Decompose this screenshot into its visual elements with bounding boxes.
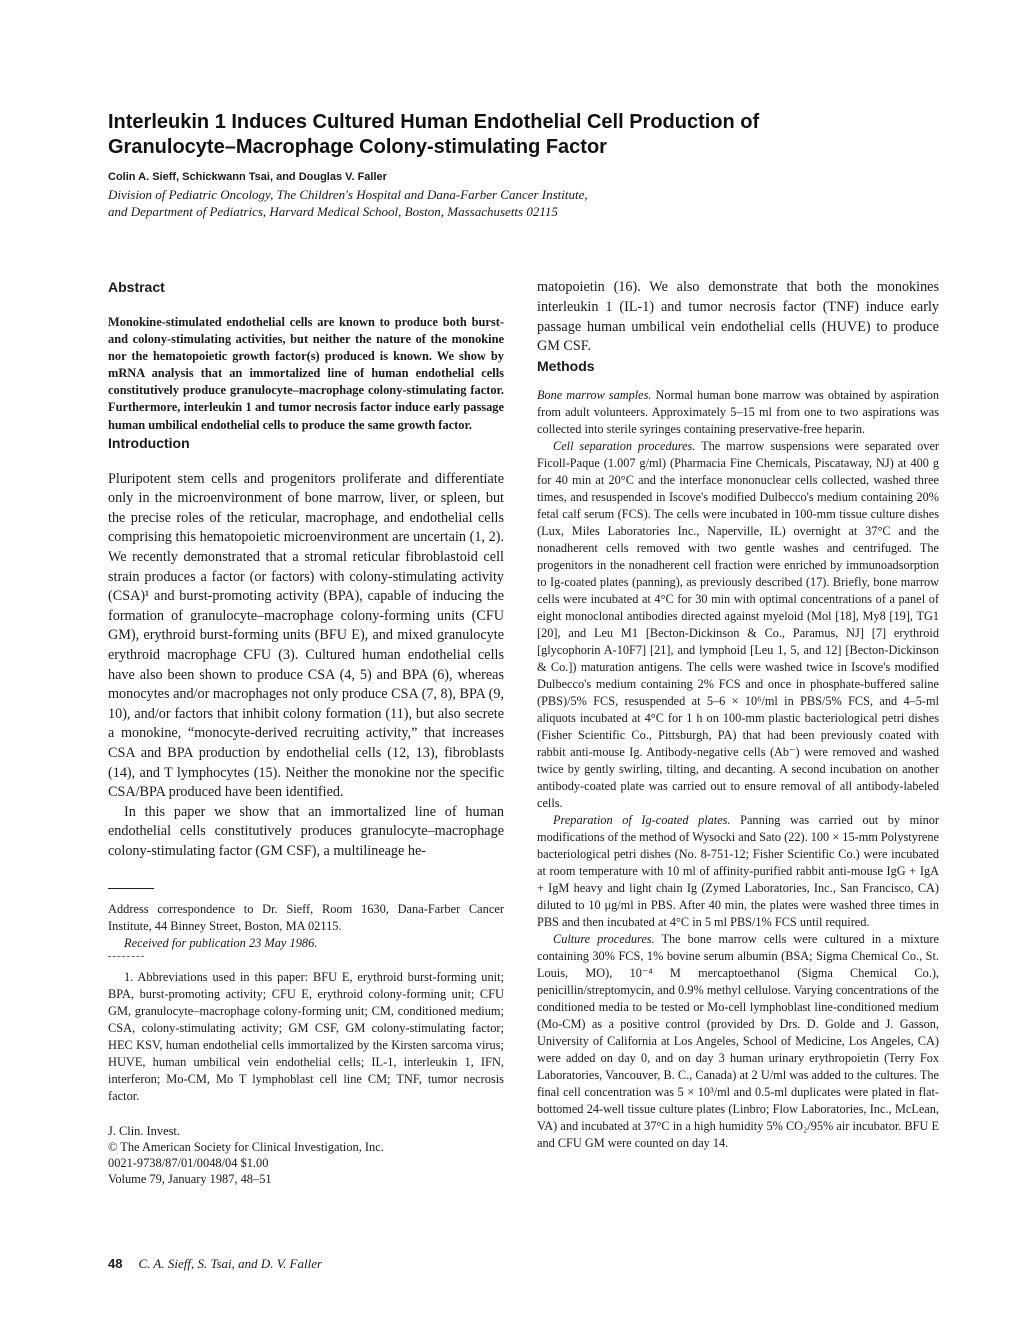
subsection-title: Culture procedures. (553, 932, 655, 947)
methods-body (537, 387, 939, 1152)
introduction-paragraph-2: In this paper we show that an immortalized line of human endothelial cells constitutively produces granulocyte–macrophage colony-stimulating factor (GM CSF), a multilineage he- (108, 803, 504, 859)
volume-line: Volume 79, January 1987, 48–51 (108, 1172, 272, 1187)
journal-name: J. Clin. Invest. (108, 1123, 180, 1138)
correspondence-address: Address correspondence to Dr. Sieff, Room 1630, Dana-Farber Cancer Institute, 44 Binney Street, Boston, MA 02115. (108, 901, 504, 933)
page-number: 48 (108, 1256, 123, 1271)
issn-line: 0021-9738/87/01/0048/04 $1.00 (108, 1155, 269, 1170)
affiliation-line-1: Division of Pediatric Oncology, The Children's Hospital and Dana-Farber Cancer Institute, (108, 187, 588, 202)
subsection-title: Cell separation procedures. (553, 439, 696, 454)
paragraph-text: The marrow suspensions were separated over Ficoll-Paque (1.007 g/ml) (Pharmacia Fine Chemicals, Piscataway, NJ) at 400 g for 40 min at 20°C and the interface mononuclear cells collected, washed three times, and resuspended in Iscove's modified Dulbecco's medium containing 20% fetal calf serum (FCS). The cells were incubated in 100-mm tissue culture dishes (Lux, Miles Laboratories Inc., Naperville, IL) overnight at 37°C and the nonadherent cells removed with two gentle washes and centrifuged. The progenitors in the nonadherent cell fraction were enriched by immunoadsorption to Ig-coated plates (panning), as previously described (17). Briefly, bone marrow cells were incubated at 4°C for 30 min with optimal concentrations of a panel of eight monoclonal antibodies directed against myeloid (Mol [18], My8 [19], TG1 [20], and Leu M1 [Becton-Dickinson & Co., Paramus, NJ] [7] erythroid [glycophorin A-10F7] [21], and lymphoid [Leu 1, 5, and 12] [Becton-Dickinson & Co.]) maturation antigens. The cells were washed twice in Iscove's modified Dulbecco's medium containing 2% FCS and once in phosphate-buffered saline (PBS)/5% FCS, resuspended at 5–6 × 10⁶/ml in PBS/5% FCS, and 4–5-ml aliquots incubated at 4°C for 1 h on 100-mm plastic bacteriological petri dishes (Fisher Scientific Co., Pittsburgh, PA) that had been previously coated with rabbit anti-mouse Ig. Antibody-negative cells (Ab⁻) were removed and washed twice by gently swirling, tilting, and decanting. A second incubation on another antibody-coated plate was carried out to ensure removal of all antibody-labeled cells. (537, 439, 939, 811)
paragraph-text: Normal human bone marrow was obtained by aspiration from adult volunteers. Approximately 5–15 ml from one to two aspirations was collected into sterile syringes containing preservative-free heparin. (537, 388, 939, 437)
methods-paragraph (537, 387, 939, 438)
abstract-heading: Abstract (108, 279, 165, 295)
methods-heading: Methods (537, 358, 595, 375)
paragraph-text: The bone marrow cells were cultured in a mixture containing 30% FCS, 1% bovine serum albumin (BSA; Sigma Chemical Co., St. Louis, MO), 10⁻⁴ M mercaptoethanol (Sigma Chemical Co.), penicillin/streptomycin, and 0.9% methyl cellulose. Varying concentrations of the conditioned media to be tested or Mo-cell lymphoblast line-conditioned medium (Mo-CM) as a positive control (provided by Drs. D. Golde and J. Gasson, University of California at Los Angeles, School of Medicine, Los Angeles, CA) were added on day 0, and on day 3 human urinary erythropoietin (Terry Fox Laboratories, Vancouver, B. C., Canada) at 2 U/ml was added to the cultures. The final cell concentration was 5 × 10³/ml and 0.5-ml duplicates were plated in flat-bottomed 24-well tissue culture plates (Linbro; Flow Laboratories, Inc., McLean, VA) and incubated at 37°C in a high humidity 5% CO₂/95% air incubator. BFU E and CFU GM were counted on day 14. (537, 932, 939, 1151)
article-title: Interleukin 1 Induces Cultured Human Endothelial Cell Production of Granulocyte–Macrophage Colony-stimulating Factor (108, 111, 760, 158)
introduction-heading: Introduction (108, 434, 190, 451)
left-column (108, 278, 504, 1187)
abstract-body: Monokine-stimulated endothelial cells are known to produce both burst- and colony-stimulating activities, but neither the nature of the monokine nor the hematopoietic growth factor(s) produced is known. We show by mRNA analysis that an immortalized line of human endothelial cells constitutively produce granulocyte–macrophage colony-stimulating factor. Furthermore, interleukin 1 and tumor necrosis factor induce early passage human umbilical endothelial cells to produce the same growth factor. (108, 315, 504, 432)
journal-info (108, 1123, 504, 1188)
methods-paragraph (537, 812, 939, 931)
affiliation-line-2: and Department of Pediatrics, Harvard Medical School, Boston, Massachusetts 02115 (108, 204, 558, 219)
page-footer (108, 1256, 322, 1272)
subsection-title: Preparation of Ig-coated plates. (553, 813, 731, 828)
running-authors: C. A. Sieff, S. Tsai, and D. V. Faller (138, 1256, 323, 1271)
methods-paragraph (537, 931, 939, 1152)
footnote-divider-dashed (108, 956, 144, 957)
received-date: Received for publication 23 May 1986. (124, 935, 318, 950)
copyright-line: © The American Society for Clinical Investigation, Inc. (108, 1139, 384, 1154)
introduction-paragraph-1: Pluripotent stem cells and progenitors proliferate and differentiate only in the microenvironment of bone marrow, liver, or spleen, but the precise roles of the reticular, macrophage, and endothelial cells comprising this hematopoietic microenvironment are uncertain (1, 2). We recently demonstrated that a stromal reticular fibroblastoid cell strain produces a factor (or factors) with colony-stimulating activity (CSA)¹ and burst-promoting activity (BPA), capable of inducing the formation of granulocyte–macrophage colony-forming units (CFU GM), erythroid burst-forming units (BFU E), and mixed granulocyte erythroid macrophage CFU (3). Cultured human endothelial cells have also been shown to produce CSA (4, 5) and BPA (6), whereas monocytes and/or macrophages not only produce CSA (7, 8), BPA (9, 10), and/or factors that inhibit colony formation (11), but also secrete a monokine, “monocyte-derived recruiting activity,” that increases CSA and BPA production by endothelial cells (12, 13), fibroblasts (14), and T lymphocytes (15). Neither the monokine nor the specific CSA/BPA produced have been identified. (108, 470, 504, 801)
right-column (537, 278, 939, 1152)
introduction-continued: matopoietin (16). We also demonstrate that both the monokines interleukin 1 (IL-1) and tumor necrosis factor (TNF) induce early passage human umbilical vein endothelial cells (HUVE) to produce GM CSF. (537, 279, 939, 355)
paragraph-text: Panning was carried out by minor modifications of the method of Wysocki and Sato (22). 100 × 15-mm Polystyrene bacteriological petri dishes (No. 8-751-12; Fisher Scientific Co.) were incubated at room temperature with 10 ml of affinity-purified rabbit anti-mouse IgG + IgA + IgM heavy and light chain Ig (Zymed Laboratories, Inc., San Francisco, CA) diluted to 10 μg/ml in PBS. After 40 min, the plates were washed three times in PBS and then incubated at 4°C in 5 ml PBS/1% FCS until required. (537, 813, 939, 930)
abbreviations-footnote: 1. Abbreviations used in this paper: BFU E, erythroid burst-forming unit; BPA, burst-promoting activity; CFU E, erythroid colony-forming unit; CFU GM, granulocyte–macrophage colony-forming unit; CM, conditioned medium; CSA, colony-stimulating activity; GM CSF, GM colony-stimulating factor; HEC KSV, human endothelial cells immortalized by the Kirsten sarcoma virus; HUVE, human umbilical vein endothelial cells; IL-1, interleukin 1, IFN, interferon; Mo-CM, Mo T lymphoblast cell line CM; TNF, tumor necrosis factor. (108, 969, 504, 1103)
author-list: Colin A. Sieff, Schickwann Tsai, and Douglas V. Faller (108, 171, 387, 183)
affiliation (108, 186, 808, 220)
footnote-divider (108, 888, 154, 889)
methods-paragraph (537, 438, 939, 812)
subsection-title: Bone marrow samples. (537, 388, 652, 403)
